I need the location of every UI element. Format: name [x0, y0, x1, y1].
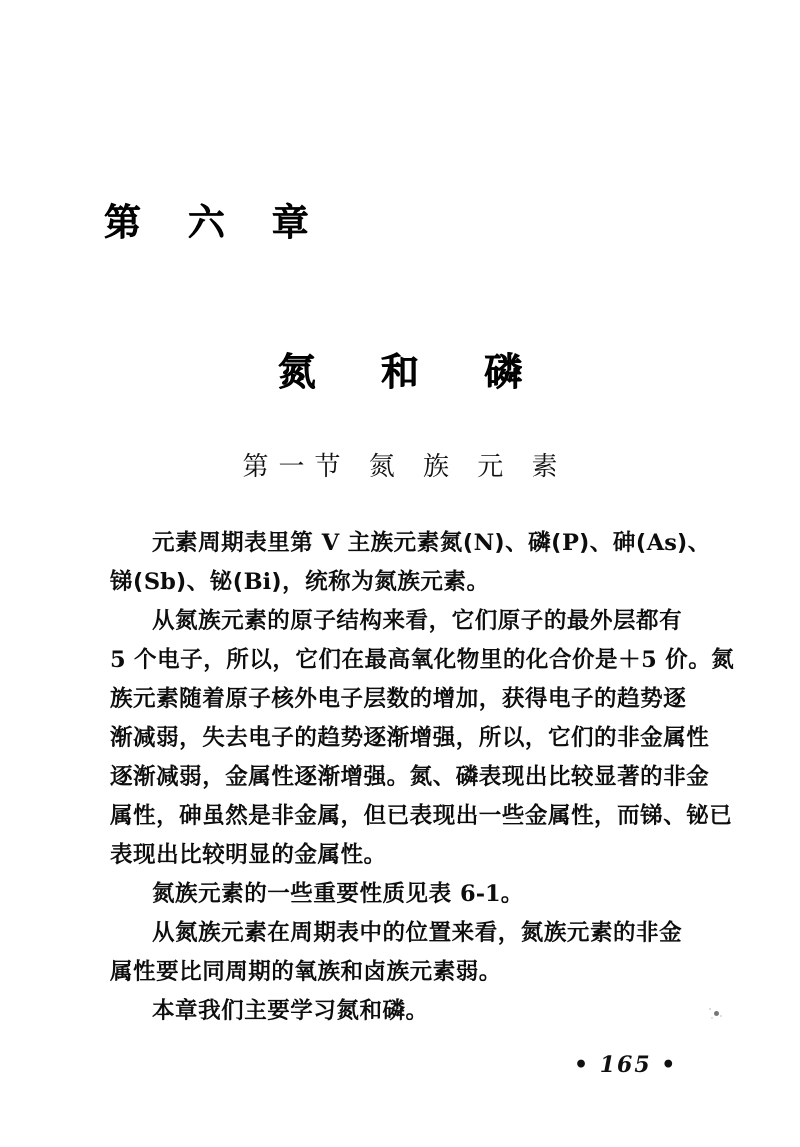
- paragraph-line: 本章我们主要学习氮和磷。: [152, 998, 429, 1024]
- paragraph-line: 从氮族元素在周期表中的位置来看，氮族元素的非金: [152, 920, 683, 946]
- scan-artifact-speckle: [711, 1017, 713, 1019]
- body-text: [110, 524, 735, 1031]
- page-title: 氮 和 磷: [277, 349, 549, 394]
- chapter-heading: 第 六 章: [104, 200, 326, 244]
- paragraph-line: 表现出比较明显的金属性。: [110, 842, 387, 868]
- section-heading: 第一节 氮 族 元 素: [242, 452, 568, 482]
- scan-artifact-speckle: [714, 1011, 719, 1016]
- scan-artifact-speckle: [720, 1015, 722, 1017]
- paragraph-line: 5 个电子，所以，它们在最高氧化物里的化合价是＋5 价。氮: [110, 647, 735, 673]
- paragraph-line: 属性，砷虽然是非金属，但已表现出一些金属性，而锑、铋已: [110, 803, 733, 829]
- paragraph-line: 元素周期表里第 V 主族元素氮(N)、磷(P)、砷(As)、: [152, 530, 711, 556]
- paragraph-line: 逐渐减弱，金属性逐渐增强。氮、磷表现出比较显著的非金: [110, 764, 710, 790]
- paragraph-line: 属性要比同周期的氧族和卤族元素弱。: [110, 959, 502, 985]
- page-number: • 165 •: [574, 1052, 678, 1078]
- paragraph-line: 渐减弱，失去电子的趋势逐渐增强，所以，它们的非金属性: [110, 725, 710, 751]
- paragraph-line: 锑(Sb)、铋(Bi)，统称为氮族元素。: [110, 569, 490, 595]
- scan-artifact-speckle: [709, 1008, 711, 1010]
- paragraph-line: 氮族元素的一些重要性质见表 6-1。: [152, 881, 524, 907]
- paragraph-line: 从氮族元素的原子结构来看，它们原子的最外层都有: [152, 608, 683, 634]
- paragraph-line: 族元素随着原子核外电子层数的增加，获得电子的趋势逐: [110, 686, 687, 712]
